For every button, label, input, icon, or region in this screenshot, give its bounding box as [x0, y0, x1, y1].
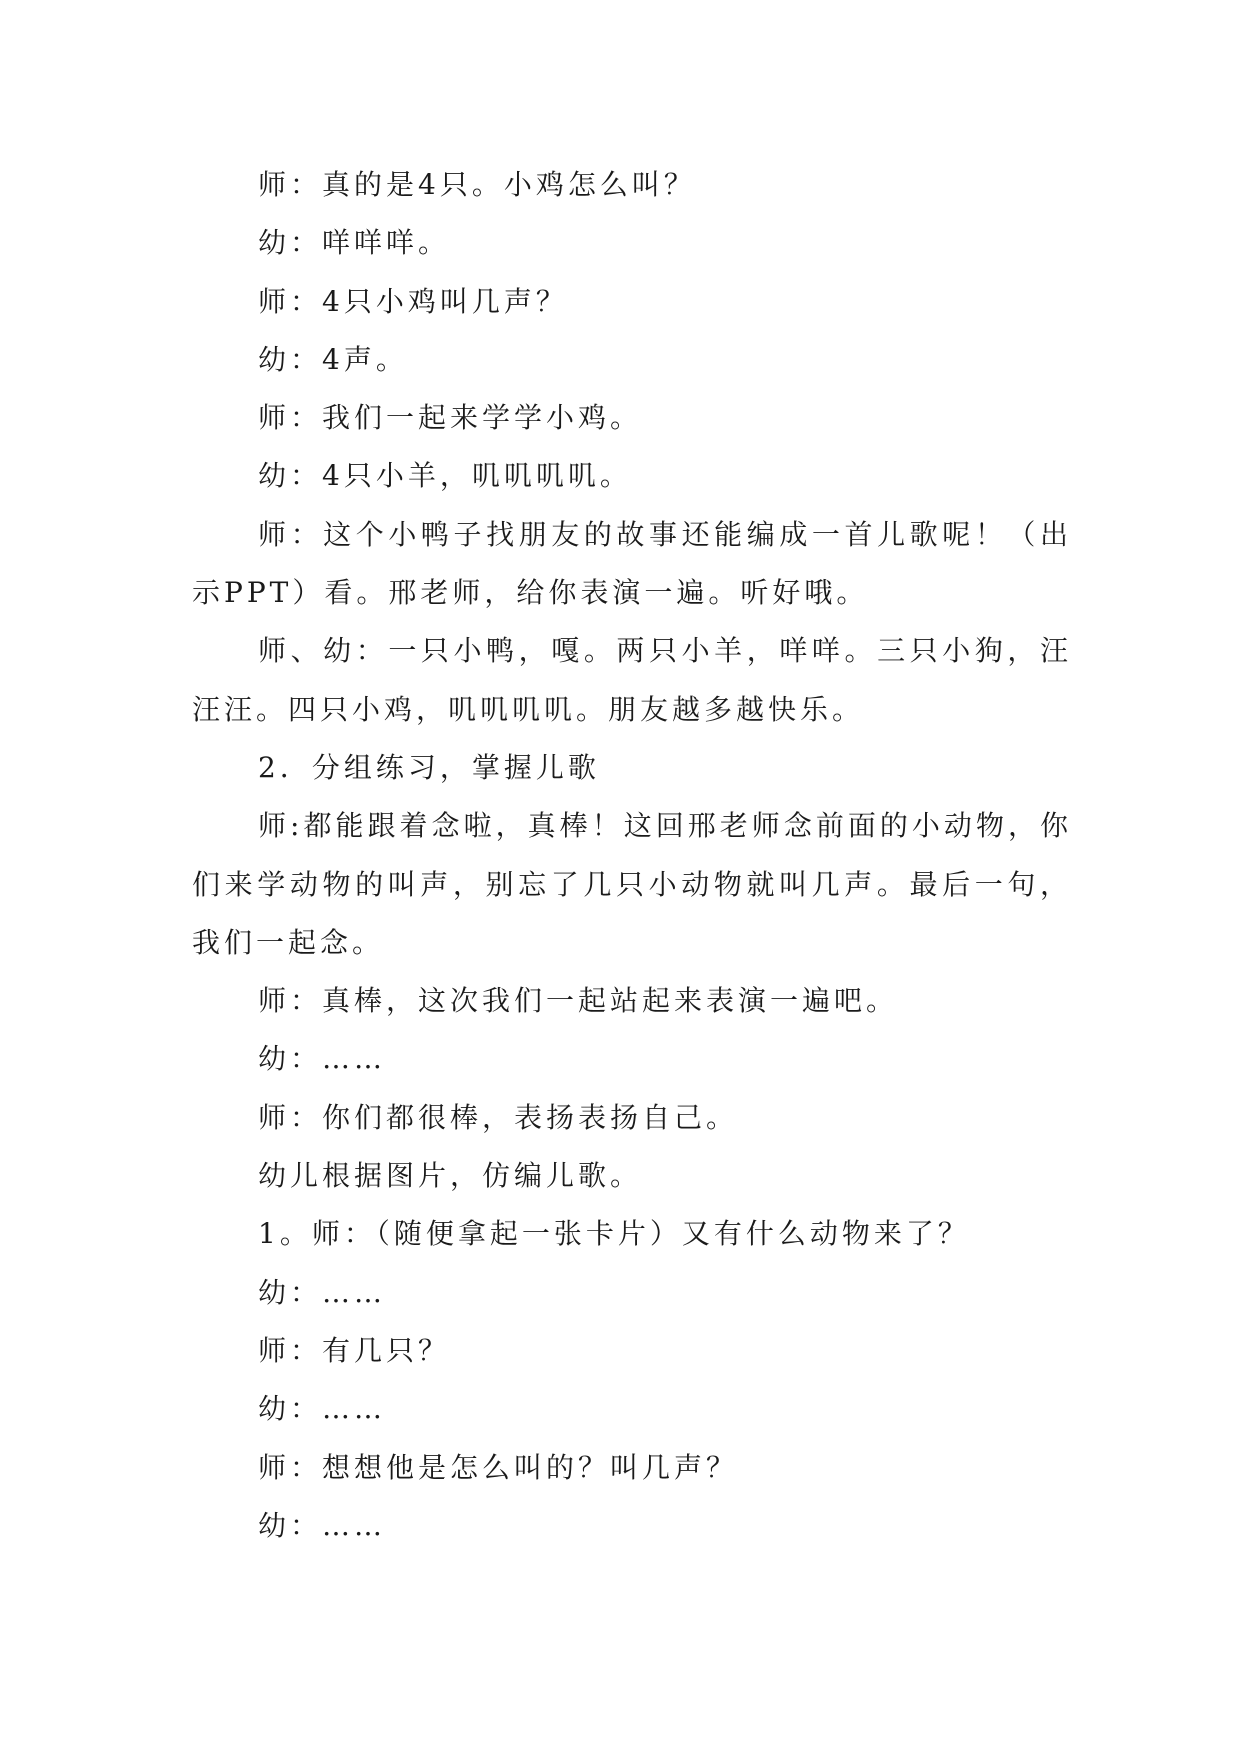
- paragraph: 1。师：（随便拿起一张卡片）又有什么动物来了？: [258, 1217, 970, 1251]
- paragraph: 师：真的是4只。小鸡怎么叫？: [258, 168, 696, 201]
- paragraph: 师：我们一起来学学小鸡。: [258, 401, 643, 435]
- paragraph: 幼：……: [258, 1275, 387, 1309]
- document-body: [192, 156, 1072, 1555]
- paragraph: 师：这个小鸭子找朋友的故事还能编成一首儿歌呢！（出示PPT）看。邢老师，给你表演一遍。听好哦。: [192, 517, 1072, 610]
- paragraph: 幼儿根据图片，仿编儿歌。: [258, 1159, 643, 1193]
- paragraph: 师：真棒，这次我们一起站起来表演一遍吧。: [258, 984, 899, 1018]
- paragraph: 师：想想他是怎么叫的？叫几声？: [258, 1450, 739, 1484]
- paragraph: 幼：……: [258, 1392, 387, 1426]
- paragraph: 幼：4声。: [258, 342, 408, 376]
- paragraph: 师:都能跟着念啦，真棒！这回邢老师念前面的小动物，你们来学动物的叫声，别忘了几只小动物就叫几声。最后一句，我们一起念。: [192, 809, 1072, 959]
- paragraph: 幼：4只小羊，叽叽叽叽。: [258, 459, 632, 493]
- paragraph: 师：4只小鸡叫几声？: [258, 284, 568, 318]
- paragraph: 师：有几只？: [258, 1333, 451, 1367]
- paragraph: 幼：……: [258, 1042, 387, 1076]
- paragraph: 师：你们都很棒，表扬表扬自己。: [258, 1100, 739, 1134]
- section-heading: 2．分组练习，掌握儿歌: [258, 750, 600, 784]
- paragraph: 幼：咩咩咩。: [258, 226, 451, 260]
- paragraph: 幼：……: [258, 1508, 387, 1542]
- paragraph: 师、幼：一只小鸭，嘎。两只小羊，咩咩。三只小狗，汪汪汪。四只小鸡，叽叽叽叽。朋友越多越快乐。: [192, 634, 1072, 726]
